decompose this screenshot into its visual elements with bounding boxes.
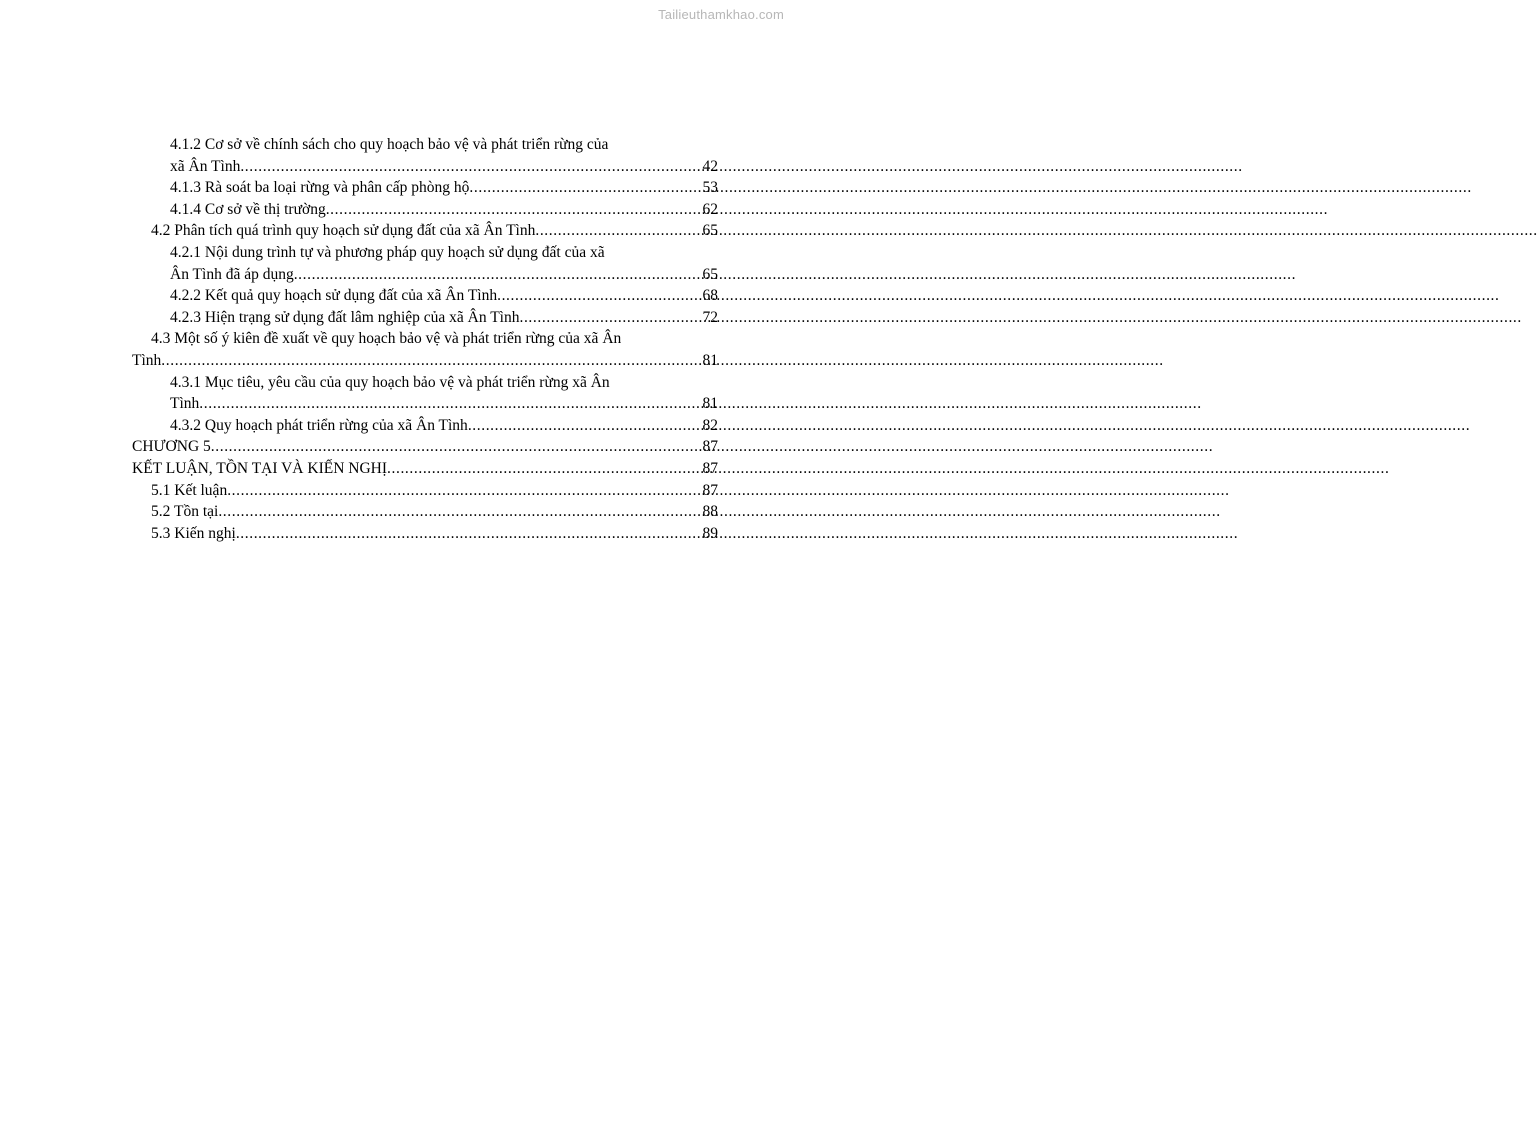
toc-entry[interactable] xyxy=(132,242,718,285)
toc-page-number: 87 xyxy=(702,438,718,456)
toc-dot-leader xyxy=(497,285,702,307)
toc-page-number: 53 xyxy=(702,179,718,197)
toc-entry-title: 5.3 Kiến nghị xyxy=(151,524,236,542)
toc-entry[interactable] xyxy=(132,177,718,199)
toc-dot-leader xyxy=(468,415,703,437)
toc-entry[interactable] xyxy=(132,134,718,177)
toc-entry[interactable] xyxy=(132,285,718,307)
toc-page-number: 87 xyxy=(702,481,718,499)
toc-entry-title-line: 4.2.1 Nội dung trình tự và phương pháp quy hoạch sử dụng đất của xã xyxy=(170,243,605,261)
toc-entry[interactable] xyxy=(132,372,718,415)
toc-entry-title: CHƯƠNG 5 xyxy=(132,438,211,456)
toc-page-number: 89 xyxy=(702,524,718,542)
toc-page-number: 65 xyxy=(702,265,718,283)
toc-dot-leader xyxy=(240,156,702,178)
toc-dot-leader xyxy=(535,220,702,242)
toc-entry[interactable] xyxy=(132,307,718,329)
toc-entry-title: 4.1.3 Rà soát ba loại rừng và phân cấp phòng hộ xyxy=(170,179,470,197)
toc-dot-leader xyxy=(199,393,702,415)
toc-entry[interactable] xyxy=(132,523,718,545)
toc-entry-title: Ân Tình đã áp dụng xyxy=(170,265,294,283)
toc-page-number: 65 xyxy=(702,222,718,240)
toc-page-number: 81 xyxy=(702,395,718,413)
toc-dot-leader xyxy=(326,199,703,221)
toc-dot-leader xyxy=(469,177,702,199)
toc-entry[interactable] xyxy=(132,480,718,502)
toc-entry-title-line: 4.1.2 Cơ sở về chính sách cho quy hoạch bảo vệ và phát triển rừng của xyxy=(170,136,609,153)
toc-entry[interactable] xyxy=(132,501,718,523)
toc-entry[interactable] xyxy=(132,328,718,371)
toc-entry-title: Tình xyxy=(170,395,200,413)
toc-page-number: 82 xyxy=(702,416,718,434)
toc-page-number: 68 xyxy=(702,287,718,305)
toc-dot-leader xyxy=(211,436,703,458)
toc-entry-title: 4.2 Phân tích quá trình quy hoạch sử dụng đất của xã Ân Tình xyxy=(151,222,536,240)
toc-entry[interactable] xyxy=(132,458,718,480)
toc-entry-title: KẾT LUẬN, TỒN TẠI VÀ KIẾN NGHỊ xyxy=(132,459,388,477)
toc-entry-title: 4.2.2 Kết quả quy hoạch sử dụng đất của xã Ân Tình xyxy=(170,287,498,305)
toc-entry-title: 5.1 Kết luận xyxy=(151,481,228,499)
toc-entry-title: xã Ân Tình xyxy=(170,157,241,175)
toc-page-number: 88 xyxy=(702,503,718,521)
toc-entry-title: 4.1.4 Cơ sở về thị trường xyxy=(170,200,326,218)
toc-entry[interactable] xyxy=(132,415,718,437)
toc-dot-leader xyxy=(227,480,702,502)
toc-entry-title-line: 4.3.1 Mục tiêu, yêu cầu của quy hoạch bảo vệ và phát triển rừng xã Ân xyxy=(170,373,610,391)
toc-entry[interactable] xyxy=(132,220,718,242)
toc-dot-leader xyxy=(161,350,702,372)
toc-entry-title-line: 4.3 Một số ý kiên đề xuất về quy hoạch bảo vệ và phát triển rừng của xã Ân xyxy=(151,330,622,348)
watermark: Tailieuthamkhao.com xyxy=(658,7,784,22)
toc-dot-leader xyxy=(218,501,702,523)
toc-entry-title: Tình xyxy=(132,351,162,369)
toc-page-number: 87 xyxy=(702,459,718,477)
toc-entry-title: 4.2.3 Hiện trạng sử dụng đất lâm nghiệp của xã Ân Tình xyxy=(170,308,520,326)
toc-dot-leader xyxy=(294,264,703,286)
toc-entry[interactable] xyxy=(132,436,718,458)
toc-page-number: 42 xyxy=(702,157,718,175)
toc-entry-title: 5.2 Tồn tại xyxy=(151,503,219,521)
toc-page-number: 81 xyxy=(702,351,718,369)
toc-page-number: 62 xyxy=(702,200,718,218)
table-of-contents xyxy=(132,134,718,544)
toc-dot-leader xyxy=(387,458,702,480)
toc-entry-title: 4.3.2 Quy hoạch phát triển rừng của xã Ân Tình xyxy=(170,416,468,434)
toc-dot-leader xyxy=(519,307,702,329)
toc-entry[interactable] xyxy=(132,199,718,221)
toc-dot-leader xyxy=(236,523,703,545)
toc-page-number: 72 xyxy=(702,308,718,326)
